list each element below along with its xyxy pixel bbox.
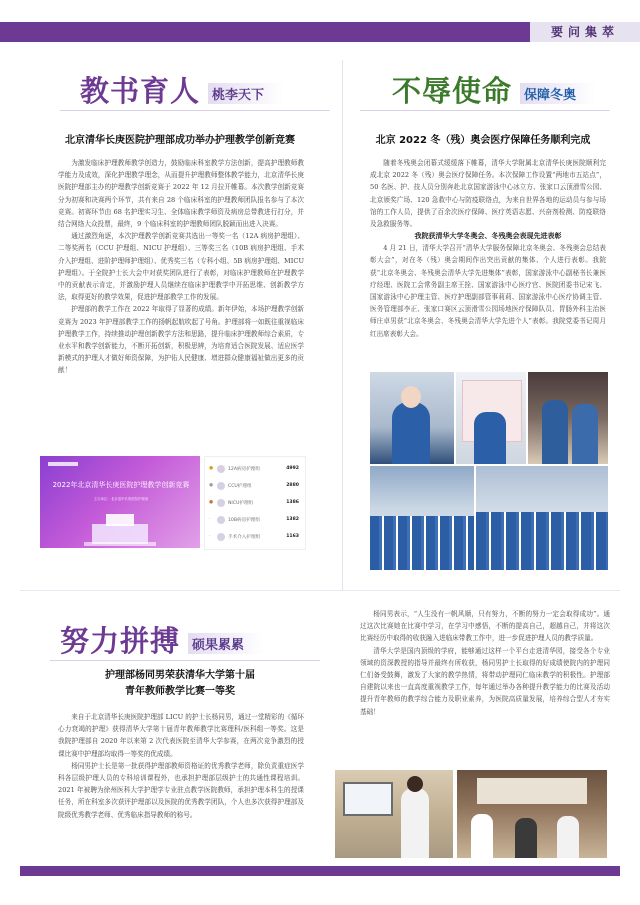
screen-display (477, 778, 587, 804)
article-title-line: 护理部杨同男荣获清华大学第十届 (105, 670, 255, 681)
avatar (217, 465, 225, 473)
logo-mark (48, 462, 78, 466)
paragraph: 杨同男护士长是第一批获得护理部教师资格证的优秀教学老师，除负责重症医学科各层级护理人员的专科培训课程外，也承担护理部层级护士的共通性课程培训。2021 年被聘为徐州医科大学护理学专业驻点教学医院教师，承担护理本科生的授课任务，所在科室多次获评护理部以及医院的优秀教学团队，个人也多次获得护理部及院级优秀教学老师、优秀临床指导教师的称号。 (58, 761, 304, 819)
heading-rule (60, 110, 330, 111)
medal-icon: ● (209, 466, 214, 471)
paragraph: 护理部的教学工作在 2022 年取得了显著的成绩。新年伊始，本场护理教学创新竞赛为 2023 年护理部教学工作的扬帆起航吹起了号角。护理部将一如既往重视临床护理教学工作，持续推动护理创新教学方法和思路，提升临床护理教师综合素质，专业水平和教学创新能力，不断开拓创新，积极思辨，为培育适合医院发展、适应医学新模式的护理人才做好师资保障，为护佑人民健康、增进群众健康福祉做出更多的贡献！ (58, 305, 304, 375)
olympics-group-photo-2 (476, 466, 608, 570)
teaching-photo-1 (335, 770, 453, 858)
heading-effort (60, 618, 264, 658)
team-score: 2880 (286, 483, 299, 488)
paragraph: 随着冬残奥会闭幕式缓缓落下帷幕，清华大学附属北京清华长庚医院顺利完成北京 2022 冬（残）奥会医疗保障任务。本次保障工作设置“两地市五站点”，50 名医、护、技人员分别奔赴北京国家游泳中心冰立方、张家口云顶滑雪公园、北京颁奖广场、120 急救中心与防疫联络点，为来自世界各地的运动员与参与场馆的工作人员，提供了百余次医疗保障、医疗英语志愿、兴奋剂检测、防疫联络及急救服务等。 (370, 159, 606, 229)
bottom-banner (20, 866, 620, 876)
slide-subtitle: 主办单位：北京清华长庚医院护理部 (93, 497, 149, 501)
heading-olympics-small: 保障冬奥 (520, 83, 596, 104)
person-figure (401, 386, 421, 408)
section-divider (20, 590, 620, 591)
leaderboard-row (209, 528, 299, 545)
article-subtitle: 我院获清华大学冬奥会、冬残奥会表现先进表彰 (414, 232, 562, 241)
leaderboard-row (209, 494, 299, 511)
hospital-building-icon (84, 510, 156, 546)
article-title-award (40, 668, 320, 700)
heading-effort-small: 硕果累累 (188, 633, 264, 654)
avatar (217, 499, 225, 507)
team-score: 1163 (286, 534, 299, 539)
avatar (217, 516, 225, 524)
heading-teaching-small: 桃李天下 (208, 83, 284, 104)
heading-effort-big: 努力拼搏 (60, 624, 181, 658)
person-figure (474, 412, 506, 464)
team-score: 1382 (286, 517, 299, 522)
person-figure (401, 788, 429, 858)
person-figure (515, 818, 537, 858)
person-figure (471, 814, 493, 858)
paragraph: 来自于北京清华长庚医院护理部 LICU 的护士长杨同男，通过一堂精彩的《循环心力衰竭的护理》获得清华大学第十届青年教师教学比赛理科/医科组一等奖。这是我院护理部自 2020 年以来第 2 次代表医院至清华大学参赛，在两次竞争激烈的授课比赛中护理部均取得一等奖的优成绩。 (58, 713, 304, 758)
column-divider (342, 60, 343, 590)
medal-icon: ● (209, 483, 214, 488)
leaderboard (204, 456, 306, 550)
person-figure (542, 400, 568, 464)
person-figure (572, 404, 598, 464)
article-title-olympics: 北京 2022 冬（残）奥会医疗保障任务顺利完成 (375, 135, 591, 146)
heading-rule (50, 660, 320, 661)
heading-teaching-big: 教书育人 (80, 74, 201, 108)
olympics-photo-2 (456, 372, 526, 464)
team-name: CCU护理组 (228, 483, 252, 489)
person-figure (557, 816, 579, 858)
article-body-competition (58, 157, 304, 377)
group-figures (370, 516, 474, 570)
team-name: 12A病房护理组 (228, 466, 260, 472)
screen-display (343, 782, 393, 816)
olympics-group-photo-1 (370, 466, 474, 570)
paragraph: 4 月 21 日，清华大学召开“清华大学服务保障北京冬奥会、冬残奥会总结表彰大会”，对在冬（残）奥会期间作出突出贡献的集体、个人进行表彰。我院获“北京冬奥会、冬残奥会清华大学先进集体”表彰，国家游泳中心副秘书长兼医疗经理、医院工会常务副主席王拴、国家游泳中心医疗官、医院团委书记宋飞、国家游泳中心护理主管、医疗护理副部管事莉莉、国家游泳中心医疗协调主管、医务管理部李正、张家口赛区云顶滑雪公园场地医疗保障队员、胃肠外科主治医师庄卓男获“北京冬奥会、冬残奥会清华大学先进个人”表彰。我院党委书记周月红出席表彰大会。 (370, 244, 606, 338)
team-score: 4992 (286, 466, 299, 471)
olympics-photo-3 (528, 372, 608, 464)
heading-rule (360, 110, 610, 111)
person-figure (407, 776, 423, 792)
article-body-award-continued (360, 608, 610, 718)
team-name: 手术介入护理组 (228, 534, 261, 540)
leaderboard-list (209, 460, 299, 545)
leaderboard-row (209, 511, 299, 528)
heading-teaching (80, 68, 284, 108)
heading-olympics (392, 68, 596, 108)
leaderboard-row (209, 477, 299, 494)
article-body-award (58, 711, 304, 821)
rank-icon: · (209, 534, 211, 539)
article-body-olympics (370, 157, 606, 340)
teaching-photo-2 (457, 770, 607, 858)
article-title-competition: 北京清华长庚医院护理部成功举办护理教学创新竞赛 (65, 135, 295, 146)
group-figures (476, 512, 608, 570)
team-name: 10B病房护理组 (228, 517, 260, 523)
slide-title: 2022年北京清华长庚医院护理教学创新竞赛 (52, 481, 190, 489)
avatar (217, 482, 225, 490)
paragraph: 清华大学是国内顶级的学府，能够通过这样一个平台走进清华园，接受各个专业领域的资深教授的指导并最终有所收获，杨同男护士长取得的好成绩使院内的护理同仁们备受鼓舞，激发了大家的教学热情，将带动护理同仁临床教学的积极性。护理部自建院以来也一直高度重视教学工作，每年通过举办各种提升教学能力的比赛及活动提升青年教师的教学综合能力及职业素养，为医院高质量发展，培养综合型人才夯实基础！ (360, 646, 610, 716)
paragraph: 杨同男表示，“人生没有一帆风顺，只有努力，不断的努力一定会取得成功”。通过这次比赛她在比赛中学习，在学习中感悟，不断的提高自己，超越自己，并将这次比赛经历中取得的收获融入进临床带教工作中，进一步促进护理人员的教学质量。 (360, 610, 610, 643)
paragraph: 通过激烈角逐，本次护理教学创新竞赛共选出一等奖一名（12A 病房护理组）、二等奖两名（CCU 护理组、NICU 护理组）、三等奖三名（10B 病房护理组、手术介入护理组、进阶护理师护理组）、优秀奖三名（专科小组、5B 病房护理组、MICU 护理组）。于全院护士长大会中对获奖团队进行了表彰，对临床护理教师在护理教学中的贡献表示肯定，并激励护理人员继续在临床护理教学中开拓思维、创新教学方法，取得更好的教学效果，促进护理部教学工作的发展。 (58, 232, 304, 302)
competition-slide-photo (40, 456, 200, 548)
leaderboard-row (209, 460, 299, 477)
top-banner (0, 22, 640, 42)
medal-icon: ● (209, 500, 214, 505)
person-figure (392, 402, 430, 464)
team-score: 1386 (286, 500, 299, 505)
rank-icon: · (209, 517, 211, 522)
olympics-photo-1 (370, 372, 454, 464)
article-title-line: 青年教师教学比赛一等奖 (125, 686, 235, 697)
section-label: 要问集萃 (530, 22, 640, 42)
team-name: NICU护理组 (228, 500, 254, 506)
paragraph: 为激发临床护理教师教学创造力，鼓励临床科室教学方法创新，提高护理教师教学能力及成效，深化护理教学理念，从而提升护理教师整体教学能力，北京清华长庚医院护理部主办的护理教学创新竞赛于 2022 年 12 月拉开帷幕。本次教学创新竞赛分为初赛和决赛两个环节，共有来自 28 个临床科室的护理教师团队报名参与了本次竞赛。初赛环节由 68 名护理实习生、全体临床教学师资及病房总带教进行打分，并结合网络大众投票，最终，9 个临床科室的护理教师团队脱颖而出进入决赛。 (58, 159, 304, 229)
heading-olympics-big: 不辱使命 (392, 74, 513, 108)
avatar (217, 533, 225, 541)
